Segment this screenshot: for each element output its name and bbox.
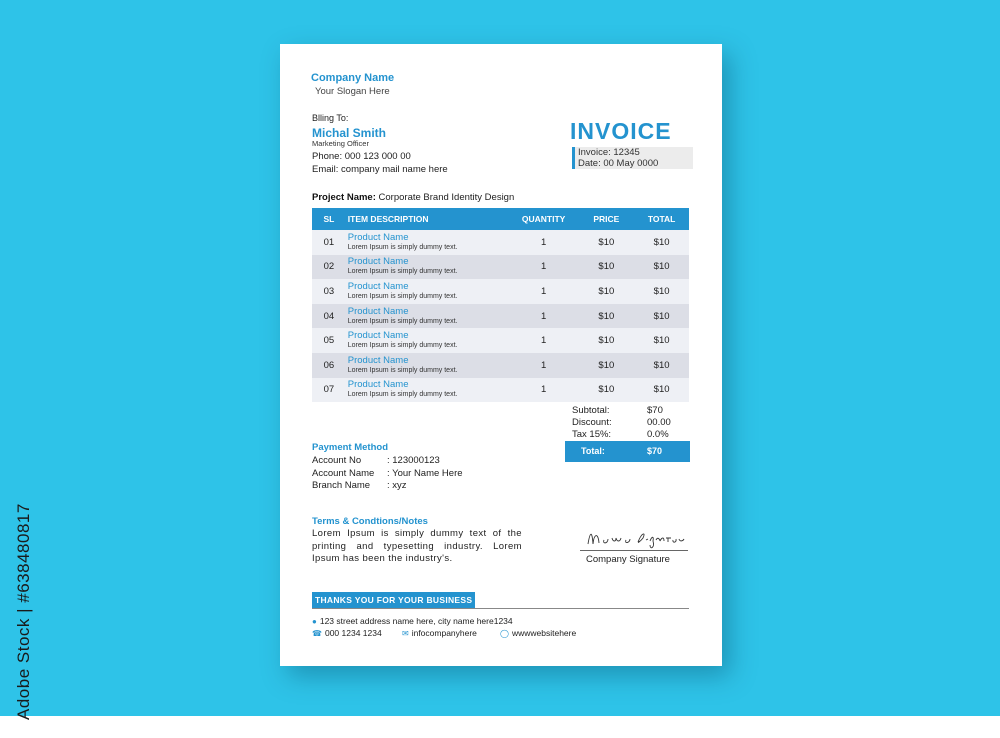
table-row [312,378,689,403]
handwritten-signature [580,524,690,552]
table-row [312,230,689,255]
total-bar [565,441,690,462]
product-name: Product Name [347,354,409,366]
row-price: $10 [579,304,635,329]
footer-email [402,628,477,638]
company-name: Company Name [311,72,395,84]
thanks-banner: THANKS YOU FOR YOUR BUSINESS [312,592,475,608]
product-desc: Lorem Ipsum is simply dummy text. [347,366,458,374]
total-label: Total: [581,446,605,456]
project-label: Project Name: [312,192,376,203]
row-total: $10 [634,255,689,280]
terms-title: Terms & Condtions/Notes [312,516,428,527]
company-slogan: Your Slogan Here [315,86,390,97]
row-price: $10 [579,378,635,403]
row-description [346,353,509,378]
discount-value: 00.00 [647,417,671,428]
website-text: wwwwebsitehere [511,628,577,638]
client-phone: Phone: 000 123 000 00 [312,151,411,162]
row-quantity: 1 [509,279,579,304]
invoice-number: Invoice: 12345 [578,147,640,158]
row-price: $10 [579,279,635,304]
product-desc: Lorem Ipsum is simply dummy text. [347,391,458,399]
invoice-meta [572,147,693,169]
header-quantity: QUANTITY [509,208,579,230]
row-sl: 03 [312,279,346,304]
header-total: TOTAL [634,208,689,230]
product-desc: Lorem Ipsum is simply dummy text. [347,292,458,300]
row-total: $10 [634,304,689,329]
product-name: Product Name [347,231,409,243]
row-quantity: 1 [509,230,579,255]
billing-label: Blling To: [312,113,349,123]
header-price: PRICE [579,208,635,230]
footer-phone [312,628,382,638]
location-icon: ● [312,617,317,626]
account-name-label: Account Name [312,467,375,479]
summary-discount [572,417,692,429]
row-quantity: 1 [509,304,579,329]
table-row [312,328,689,353]
row-sl: 02 [312,255,346,280]
items-table [312,208,689,402]
terms-text: Lorem Ipsum is simply dummy text of the printing and typesetting industry. Lorem Ipsum has been the industry's. [312,528,522,564]
table-header [312,208,689,230]
footer-address [312,616,513,626]
summary-block [572,405,692,441]
branch-label: Branch Name [312,480,371,491]
row-description [346,378,509,403]
summary-subtotal [572,405,692,417]
table-row [312,255,689,280]
product-desc: Lorem Ipsum is simply dummy text. [347,268,458,276]
row-quantity: 1 [509,378,579,403]
row-description [346,328,509,353]
row-total: $10 [634,279,689,304]
row-sl: 07 [312,378,346,403]
header-sl: SL [312,208,346,230]
tax-label: Tax 15%: [572,429,612,440]
product-desc: Lorem Ipsum is simply dummy text. [347,243,458,251]
row-total: $10 [634,353,689,378]
product-name: Product Name [347,256,409,268]
tax-value: 0.0% [647,429,669,440]
row-description [346,279,509,304]
globe-icon: ◯ [500,629,509,638]
client-email: Email: company mail name here [312,164,448,175]
subtotal-value: $70 [647,405,663,416]
table-row [312,353,689,378]
account-no-value: : 123000123 [387,455,440,466]
row-total: $10 [634,378,689,403]
row-description [346,304,509,329]
table-row [312,279,689,304]
row-price: $10 [579,353,635,378]
invoice-sheet [280,44,722,666]
row-price: $10 [579,230,635,255]
product-name: Product Name [347,305,409,317]
stock-id-text: Adobe Stock | #638480817 [14,503,33,720]
payment-details [312,455,463,493]
product-name: Product Name [347,330,409,342]
row-quantity: 1 [509,353,579,378]
product-name: Product Name [347,280,409,292]
invoice-date: Date: 00 May 0000 [578,158,659,169]
product-desc: Lorem Ipsum is simply dummy text. [347,342,458,350]
header-description: ITEM DESCRIPTION [346,208,509,230]
email-text: infocompanyhere [411,628,477,638]
summary-tax [572,429,692,441]
subtotal-label: Subtotal: [572,405,610,416]
row-description [346,255,509,280]
signature-line [580,550,688,551]
row-sl: 01 [312,230,346,255]
account-no-label: Account No [312,455,362,466]
product-desc: Lorem Ipsum is simply dummy text. [347,317,458,325]
account-name-value: : Your Name Here [387,467,463,479]
invoice-title: INVOICE [570,118,672,144]
client-name: Michal Smith [312,126,387,140]
payment-title: Payment Method [312,442,389,453]
phone-icon: ☎ [312,629,322,638]
total-value: $70 [647,446,663,456]
client-role: Marketing Officer [312,139,369,148]
product-name: Product Name [347,379,409,391]
row-sl: 05 [312,328,346,353]
signature-label: Company Signature [586,554,670,565]
branch-value: : xyz [387,480,407,491]
mail-icon: ✉ [402,629,409,638]
table-row [312,304,689,329]
project-value: Corporate Brand Identity Design [378,192,515,203]
footer-divider [312,608,689,609]
phone-text: 000 1234 1234 [324,628,382,638]
discount-label: Discount: [572,417,612,428]
project-line [312,192,514,203]
address-text: 123 street address name here, city name here1234 [319,616,513,626]
footer-website [500,628,576,638]
row-total: $10 [634,328,689,353]
row-sl: 04 [312,304,346,329]
bottom-band [0,716,1000,738]
row-price: $10 [579,328,635,353]
row-quantity: 1 [509,255,579,280]
row-total: $10 [634,230,689,255]
row-description [346,230,509,255]
row-price: $10 [579,255,635,280]
row-sl: 06 [312,353,346,378]
row-quantity: 1 [509,328,579,353]
